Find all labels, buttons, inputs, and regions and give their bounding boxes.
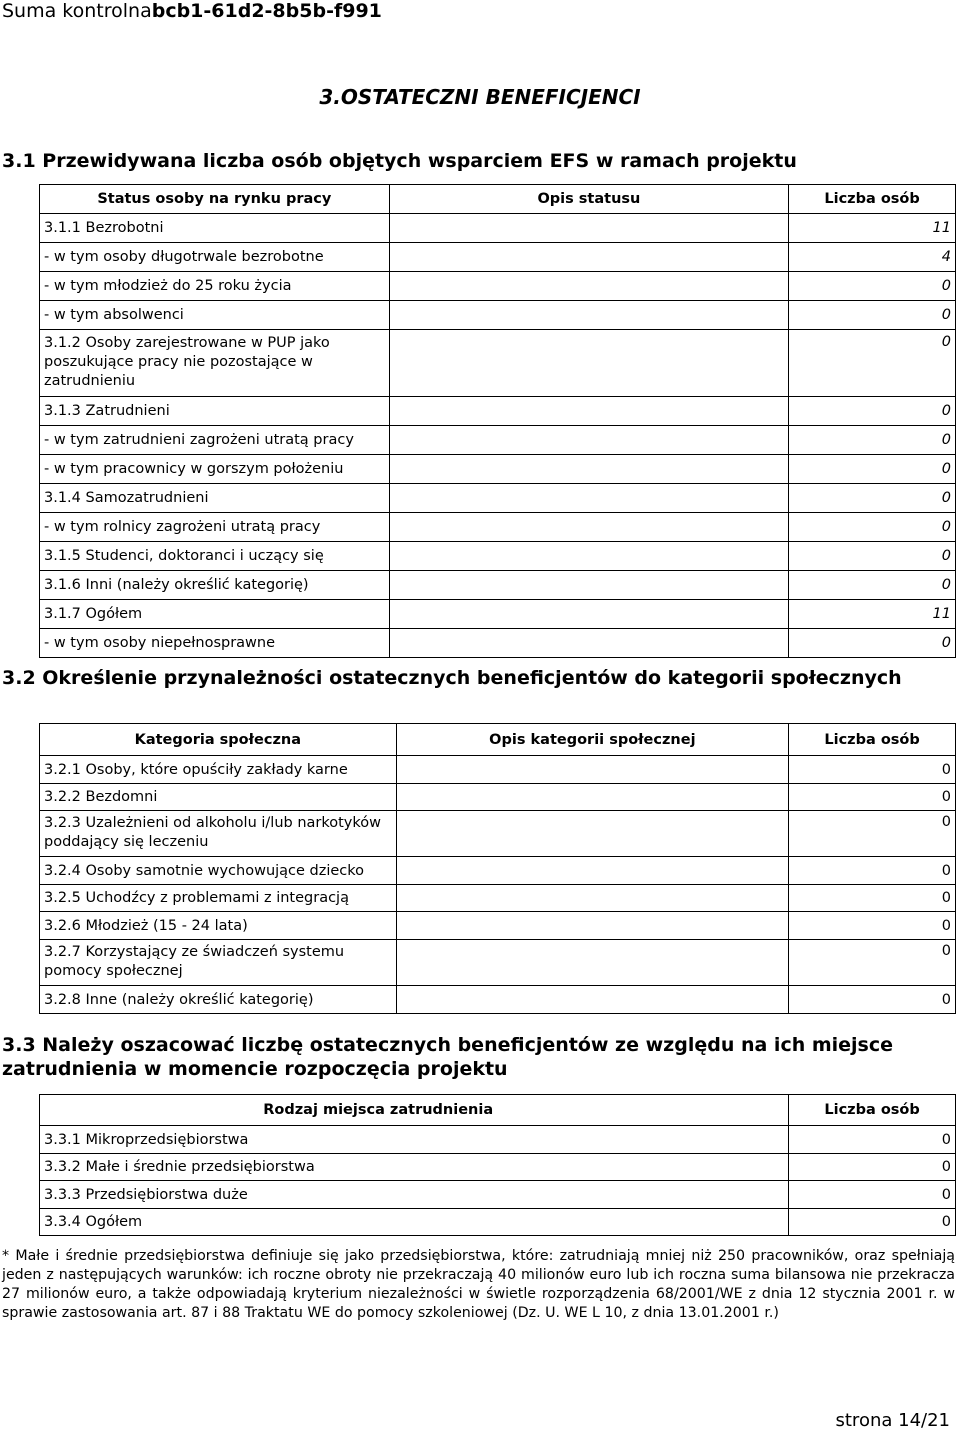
col-header-opis: Opis kategorii społecznej: [396, 724, 789, 756]
row-label: 3.2.8 Inne (należy określić kategorię): [40, 986, 397, 1014]
row-desc: [396, 986, 789, 1014]
row-value: 0: [789, 397, 956, 426]
table-row: [40, 784, 956, 811]
row-value: 0: [789, 513, 956, 542]
table-row: [40, 756, 956, 784]
row-value: 0: [789, 571, 956, 600]
row-label: - w tym zatrudnieni zagrożeni utratą pracy: [40, 426, 390, 455]
row-desc: [396, 912, 789, 940]
section-title: [0, 85, 960, 109]
col-header-kategoria: Kategoria społeczna: [40, 724, 397, 756]
row-value: 0: [789, 912, 956, 940]
table-header-row: [40, 724, 956, 756]
row-label: - w tym osoby niepełnosprawne: [40, 629, 390, 658]
row-value: 0: [789, 455, 956, 484]
row-desc: [389, 629, 788, 658]
row-label: 3.2.7 Korzystający ze świadczeń systemu pomocy społecznej: [40, 940, 397, 986]
table-row: [40, 629, 956, 658]
table-row: [40, 397, 956, 426]
row-label: 3.1.5 Studenci, doktoranci i uczący się: [40, 542, 390, 571]
row-value: 0: [789, 1181, 956, 1209]
table-row: [40, 214, 956, 243]
table-row: [40, 455, 956, 484]
section-title-text: 3.OSTATECZNI BENEFICJENCI: [319, 85, 641, 109]
row-value: 0: [789, 330, 956, 397]
col-header-opis: Opis statusu: [389, 185, 788, 214]
row-value: 11: [789, 600, 956, 629]
row-label: 3.3.4 Ogółem: [40, 1209, 789, 1236]
row-desc: [389, 571, 788, 600]
row-label: 3.2.6 Młodzież (15 - 24 lata): [40, 912, 397, 940]
row-label: - w tym pracownicy w gorszym położeniu: [40, 455, 390, 484]
table-row: [40, 811, 956, 857]
table-row: [40, 542, 956, 571]
row-label: 3.1.6 Inni (należy określić kategorię): [40, 571, 390, 600]
row-desc: [389, 301, 788, 330]
page-header: [2, 0, 382, 22]
row-label: - w tym absolwenci: [40, 301, 390, 330]
table-row: [40, 1154, 956, 1181]
row-desc: [389, 214, 788, 243]
row-value: 0: [789, 629, 956, 658]
row-label: 3.3.1 Mikroprzedsiębiorstwa: [40, 1126, 789, 1154]
row-value: 0: [789, 301, 956, 330]
table-row: [40, 571, 956, 600]
row-desc: [389, 426, 788, 455]
table-row: [40, 940, 956, 986]
row-desc: [389, 243, 788, 272]
col-header-liczba: Liczba osób: [789, 724, 956, 756]
checksum-label: Suma kontrolna: [2, 0, 152, 22]
row-desc: [389, 600, 788, 629]
row-value: 0: [789, 1209, 956, 1236]
row-value: 4: [789, 243, 956, 272]
row-desc: [396, 940, 789, 986]
table-3-3: [39, 1094, 956, 1236]
table-row: [40, 1126, 956, 1154]
table-row: [40, 484, 956, 513]
row-desc: [389, 397, 788, 426]
table-3-1: [39, 184, 956, 658]
col-header-rodzaj: Rodzaj miejsca zatrudnienia: [253, 1095, 788, 1126]
row-desc: [389, 330, 788, 397]
row-value: 0: [789, 986, 956, 1014]
row-label: 3.2.3 Uzależnieni od alkoholu i/lub narkotyków poddający się leczeniu: [40, 811, 397, 857]
row-label: - w tym rolnicy zagrożeni utratą pracy: [40, 513, 390, 542]
row-desc: [389, 513, 788, 542]
row-value: 0: [789, 940, 956, 986]
row-value: 0: [789, 484, 956, 513]
row-label: 3.2.5 Uchodźcy z problemami z integracją: [40, 885, 397, 912]
row-desc: [396, 811, 789, 857]
heading-3-2: 3.2 Określenie przynależności ostatecznych beneficjentów do kategorii społecznych: [2, 667, 902, 689]
row-desc: [389, 484, 788, 513]
table-row: [40, 513, 956, 542]
row-label: - w tym osoby długotrwale bezrobotne: [40, 243, 390, 272]
row-label: 3.3.3 Przedsiębiorstwa duże: [40, 1181, 789, 1209]
table-row: [40, 857, 956, 885]
table-row: [40, 912, 956, 940]
row-desc: [396, 756, 789, 784]
row-value: 0: [789, 784, 956, 811]
row-desc: [396, 857, 789, 885]
checksum-value: bcb1-61d2-8b5b-f991: [151, 0, 382, 22]
table-row: [40, 1209, 956, 1236]
row-value: 0: [789, 1126, 956, 1154]
row-value: 0: [789, 272, 956, 301]
row-label: 3.1.1 Bezrobotni: [40, 214, 390, 243]
col-header-empty: [40, 1095, 254, 1126]
row-desc: [389, 542, 788, 571]
row-value: 0: [789, 811, 956, 857]
table-row: [40, 1181, 956, 1209]
row-label: 3.1.3 Zatrudnieni: [40, 397, 390, 426]
table-row: [40, 426, 956, 455]
row-label: 3.1.4 Samozatrudnieni: [40, 484, 390, 513]
col-header-liczba: Liczba osób: [789, 185, 956, 214]
row-value: 11: [789, 214, 956, 243]
table-3-2: [39, 723, 956, 1014]
row-value: 0: [789, 1154, 956, 1181]
table-row: [40, 600, 956, 629]
table-row: [40, 986, 956, 1014]
table-header-row: [40, 1095, 956, 1126]
table-row: [40, 243, 956, 272]
row-value: 0: [789, 756, 956, 784]
row-value: 0: [789, 426, 956, 455]
table-row: [40, 330, 956, 397]
row-label: - w tym młodzież do 25 roku życia: [40, 272, 390, 301]
footnote: * Małe i średnie przedsiębiorstwa definiuje się jako przedsiębiorstwa, które: zatrudniają mniej niż 250 pracowników, oraz spełniają jeden z następujących warunków: ich roczne obroty nie przekraczają 40 milionów euro lub ich roczna suma bilansowa nie przekracza 27 milionów euro, a także odpowiadają kryterium niezależności w świetle rozporządzenia 68/2001/WE z dnia 12 stycznia 2001 r. w sprawie zastosowania art. 87 i 88 Traktatu WE do pomocy szkoleniowej (Dz. U. WE L 10, z dnia 13.01.2001 r.): [2, 1248, 955, 1321]
col-header-liczba: Liczba osób: [789, 1095, 956, 1126]
row-desc: [396, 784, 789, 811]
row-value: 0: [789, 542, 956, 571]
row-value: 0: [789, 857, 956, 885]
page-number: strona 14/21: [835, 1410, 950, 1431]
row-label: 3.2.1 Osoby, które opuściły zakłady karne: [40, 756, 397, 784]
row-label: 3.3.2 Małe i średnie przedsiębiorstwa: [40, 1154, 789, 1181]
table-row: [40, 885, 956, 912]
col-header-status: Status osoby na rynku pracy: [40, 185, 390, 214]
table-header-row: [40, 185, 956, 214]
heading-3-1: 3.1 Przewidywana liczba osób objętych wsparciem EFS w ramach projektu: [2, 150, 797, 172]
row-desc: [396, 885, 789, 912]
row-value: 0: [789, 885, 956, 912]
row-desc: [389, 272, 788, 301]
row-label: 3.2.4 Osoby samotnie wychowujące dziecko: [40, 857, 397, 885]
heading-3-3: 3.3 Należy oszacować liczbę ostatecznych beneficjentów ze względu na ich miejsce zatrudnienia w momencie rozpoczęcia projektu: [2, 1034, 894, 1080]
table-row: [40, 272, 956, 301]
row-label: 3.1.2 Osoby zarejestrowane w PUP jako poszukujące pracy nie pozostające w zatrudnieniu: [40, 330, 390, 397]
row-desc: [389, 455, 788, 484]
table-row: [40, 301, 956, 330]
row-label: 3.2.2 Bezdomni: [40, 784, 397, 811]
row-label: 3.1.7 Ogółem: [40, 600, 390, 629]
